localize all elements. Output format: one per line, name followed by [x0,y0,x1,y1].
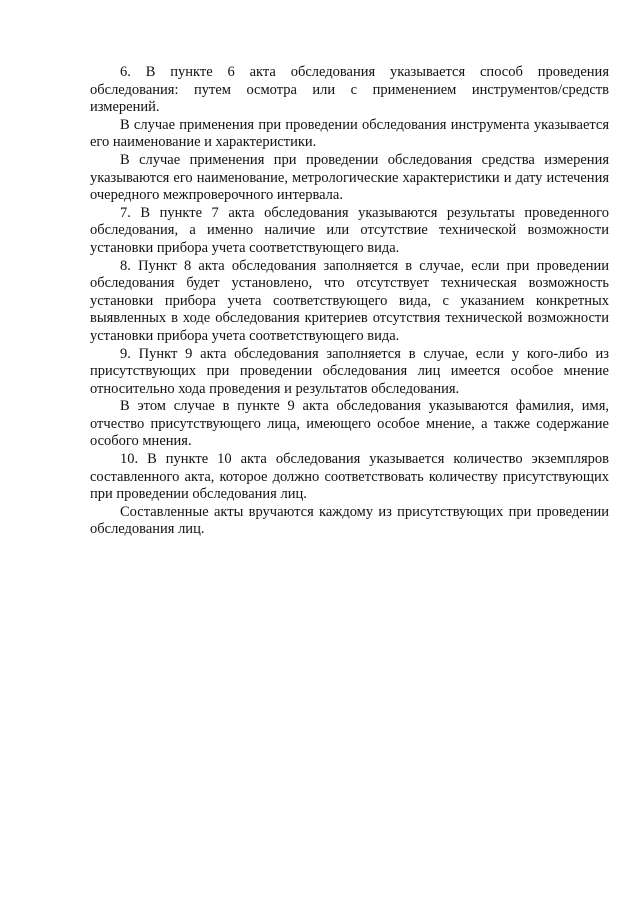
paragraph-measuring-device: В случае применения при проведении обследования средства измерения указываются его наименование, метрологические характеристики и дату истечения очередного межпроверочного интервала. [90,151,609,204]
paragraph-instrument: В случае применения при проведении обследования инструмента указывается его наименование и характеристики. [90,116,609,151]
paragraph-10-copies: 10. В пункте 10 акта обследования указывается количество экземпляров составленного акта, которое должно соответствовать количеству присутствующих при проведении обследования лиц. [90,451,609,503]
paragraph-opinion-details: В этом случае в пункте 9 акта обследования указываются фамилия, имя, отчество присутствующего лица, имеющего особое мнение, а также содержание особого мнения. [90,398,609,450]
paragraph-8-no-possibility: 8. Пункт 8 акта обследования заполняется в случае, если при проведении обследования будет установлено, что отсутствует техническая возможность установки прибора учета соответствующего вида, с указанием конкретных выявленных в ходе обследования критериев отсутствия технической возможности установки прибора учета соответствующего вида. [90,257,609,344]
paragraph-7-results: 7. В пункте 7 акта обследования указываются результаты проведенного обследования, а именно наличие или отсутствие технической возможности установки прибора учета соответствующего вида. [90,204,609,256]
paragraph-6-method: 6. В пункте 6 акта обследования указывается способ проведения обследования: путем осмотра или с применением инструментов/средств измерений. [90,64,609,116]
paragraph-delivery: Составленные акты вручаются каждому из присутствующих при проведении обследования лиц. [90,503,609,538]
paragraph-9-special-opinion: 9. Пункт 9 акта обследования заполняется в случае, если у кого-либо из присутствующих при проведении обследования лиц имеется особое мнение относительно хода проведения и результатов обследования. [90,345,609,397]
document-body [90,64,609,539]
